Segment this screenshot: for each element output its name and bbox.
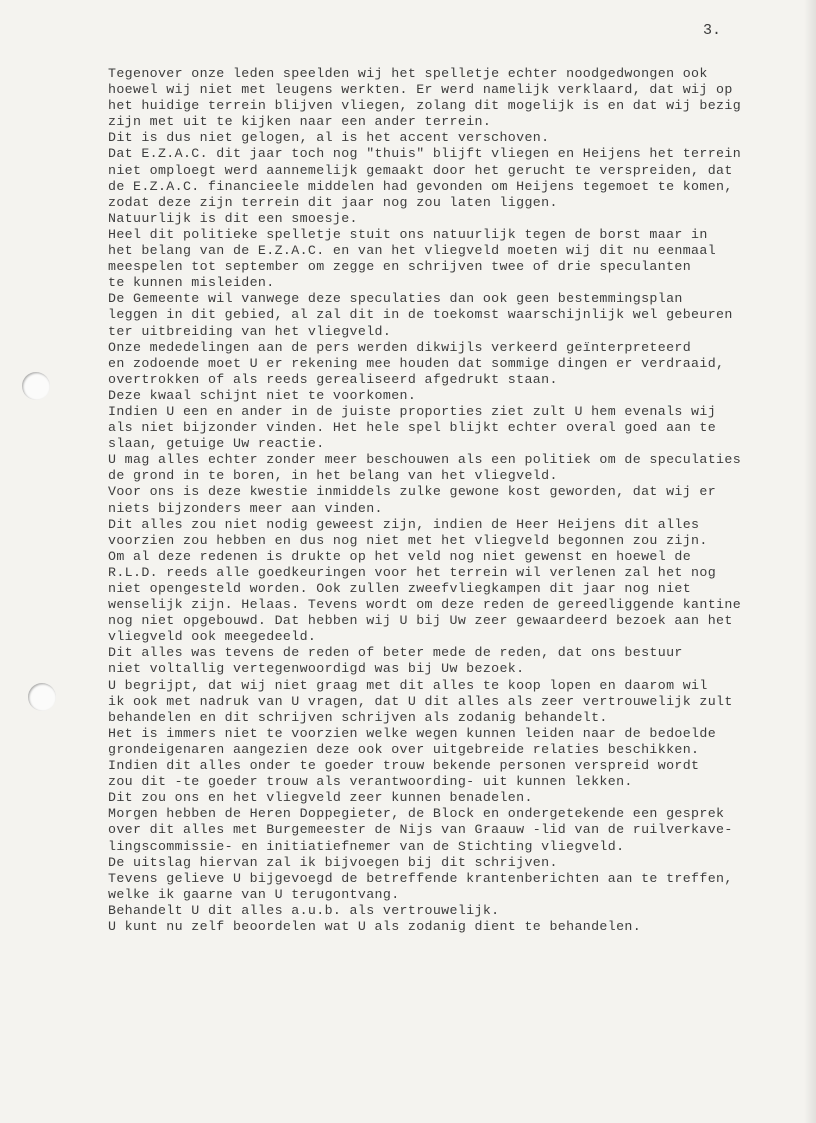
text-line: ter uitbreiding van het vliegveld. bbox=[108, 323, 392, 339]
text-line: Natuurlijk is dit een smoesje. bbox=[108, 210, 358, 226]
text-line: welke ik gaarne van U terugontvang. bbox=[108, 886, 400, 902]
text-line: Onze mededelingen aan de pers werden dikwijls verkeerd geïnterpreteerd bbox=[108, 339, 692, 355]
text-line: als niet bijzonder vinden. Het hele spel blijkt echter overal goed aan te bbox=[108, 420, 717, 436]
letter-body bbox=[108, 66, 808, 935]
text-line: U mag alles echter zonder meer beschouwen als een politiek om de speculaties bbox=[108, 452, 742, 468]
text-line: niets bijzonders meer aan vinden. bbox=[108, 500, 383, 516]
text-line: de grond in te boren, in het belang van het vliegveld. bbox=[108, 468, 558, 484]
punch-hole-upper bbox=[22, 372, 50, 400]
text-line: Dit alles was tevens de reden of beter mede de reden, dat ons bestuur bbox=[108, 645, 683, 661]
text-line: lingscommissie- en initiatiefnemer van de Stichting vliegveld. bbox=[108, 838, 625, 854]
text-line: Dat E.Z.A.C. dit jaar toch nog "thuis" blijft vliegen en Heijens het terrein bbox=[108, 146, 742, 162]
text-line: Dit alles zou niet nodig geweest zijn, indien de Heer Heijens dit alles bbox=[108, 516, 700, 532]
text-line: zijn met uit te kijken naar een ander terrein. bbox=[108, 114, 492, 130]
text-line: De Gemeente wil vanwege deze speculaties dan ook geen bestemmingsplan bbox=[108, 291, 683, 307]
text-line: Tegenover onze leden speelden wij het spelletje echter noodgedwongen ook bbox=[108, 66, 708, 81]
text-line: overtrokken of als reeds gerealiseerd afgedrukt staan. bbox=[108, 371, 558, 387]
punch-hole-lower bbox=[28, 683, 56, 711]
text-line: Heel dit politieke spelletje stuit ons natuurlijk tegen de borst maar in bbox=[108, 226, 708, 242]
text-line: De uitslag hiervan zal ik bijvoegen bij dit schrijven. bbox=[108, 854, 558, 870]
text-line: de E.Z.A.C. financieele middelen had gevonden om Heijens tegemoet te komen, bbox=[108, 178, 733, 194]
text-line: te kunnen misleiden. bbox=[108, 275, 275, 291]
text-line: wenselijk zijn. Helaas. Tevens wordt om deze reden de gereedliggende kantine bbox=[108, 597, 742, 613]
text-line: Indien U een en ander in de juiste proporties ziet zult U hem evenals wij bbox=[108, 403, 717, 419]
text-line: Indien dit alles onder te goeder trouw bekende personen verspreid wordt bbox=[108, 758, 700, 774]
text-line: meespelen tot september om zegge en schrijven twee of drie speculanten bbox=[108, 259, 692, 275]
text-line: grondeigenaren aangezien deze ook over uitgebreide relaties beschikken. bbox=[108, 741, 700, 757]
text-line: U kunt nu zelf beoordelen wat U als zodanig dient te behandelen. bbox=[108, 918, 642, 934]
text-line: nog niet opgebouwd. Dat hebben wij U bij Uw zeer gewaardeerd bezoek aan het bbox=[108, 613, 733, 629]
text-line: Morgen hebben de Heren Doppegieter, de Block en ondergetekende een gesprek bbox=[108, 806, 725, 822]
text-line: hoewel wij niet met leugens werkten. Er werd namelijk verklaard, dat wij op bbox=[108, 82, 733, 98]
text-line: zou dit -te goeder trouw als verantwoording- uit kunnen lekken. bbox=[108, 774, 633, 790]
text-line: leggen in dit gebied, al zal dit in de toekomst waarschijnlijk wel gebeuren bbox=[108, 307, 733, 323]
text-line: behandelen en dit schrijven schrijven als zodanig behandelt. bbox=[108, 709, 608, 725]
text-line: U begrijpt, dat wij niet graag met dit alles te koop lopen en daarom wil bbox=[108, 677, 708, 693]
text-line: Dit zou ons en het vliegveld zeer kunnen benadelen. bbox=[108, 790, 533, 806]
text-line: vliegveld ook meegedeeld. bbox=[108, 629, 317, 645]
text-line: Voor ons is deze kwestie inmiddels zulke gewone kost geworden, dat wij er bbox=[108, 484, 717, 500]
text-line: het huidige terrein blijven vliegen, zolang dit mogelijk is en dat wij bezig bbox=[108, 98, 742, 114]
text-line: niet voltallig vertegenwoordigd was bij Uw bezoek. bbox=[108, 661, 525, 677]
page-number: 3. bbox=[703, 22, 722, 39]
text-line: slaan, getuige Uw reactie. bbox=[108, 436, 325, 452]
text-line: voorzien zou hebben en dus nog niet met het vliegveld begonnen zou zijn. bbox=[108, 532, 708, 548]
text-line: en zodoende moet U er rekening mee houden dat sommige dingen er verdraaid, bbox=[108, 355, 725, 371]
text-line: het belang van de E.Z.A.C. en van het vliegveld moeten wij dit nu eenmaal bbox=[108, 243, 717, 259]
text-line: Tevens gelieve U bijgevoegd de betreffende krantenberichten aan te treffen, bbox=[108, 870, 733, 886]
text-line: Het is immers niet te voorzien welke wegen kunnen leiden naar de bedoelde bbox=[108, 725, 717, 741]
text-line: Deze kwaal schijnt niet te voorkomen. bbox=[108, 387, 417, 403]
text-line: niet omploegt werd aannemelijk gemaakt door het gerucht te verspreiden, dat bbox=[108, 162, 733, 178]
text-line: niet opengesteld worden. Ook zullen zweefvliegkampen dit jaar nog niet bbox=[108, 581, 692, 596]
text-line: zodat deze zijn terrein dit jaar nog zou laten liggen. bbox=[108, 194, 558, 210]
text-line: over dit alles met Burgemeester de Nijs van Graauw -lid van de ruilverkave- bbox=[108, 822, 733, 838]
text-line: Om al deze redenen is drukte op het veld nog niet gewenst en hoewel de bbox=[108, 548, 692, 564]
text-line: R.L.D. reeds alle goedkeuringen voor het terrein wil verlenen zal het nog bbox=[108, 564, 717, 580]
text-line: ik ook met nadruk van U vragen, dat U dit alles als zeer vertrouwelijk zult bbox=[108, 693, 733, 709]
text-line: Behandelt U dit alles a.u.b. als vertrouwelijk. bbox=[108, 902, 500, 918]
text-line: Dit is dus niet gelogen, al is het accent verschoven. bbox=[108, 130, 550, 146]
